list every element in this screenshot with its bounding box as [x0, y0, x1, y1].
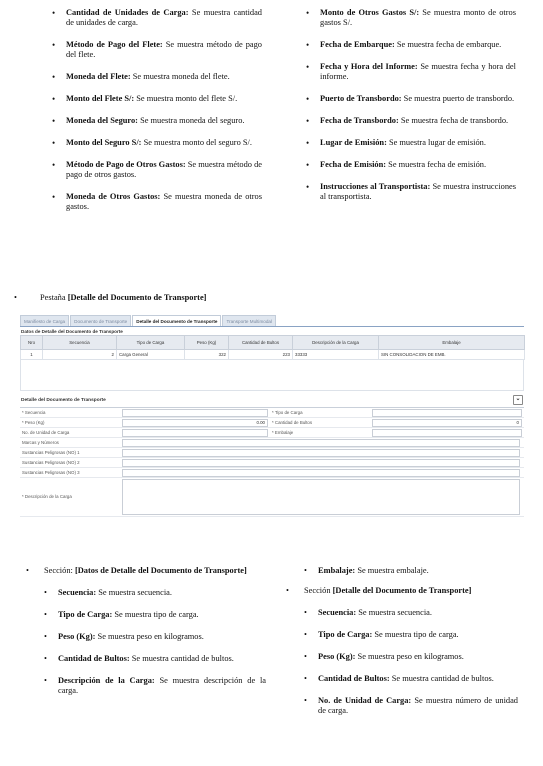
- tab-manifiesto[interactable]: Manifiesto de Carga: [20, 315, 69, 326]
- field-label: * Embalaje: [272, 430, 294, 435]
- marcas-input[interactable]: [122, 439, 520, 447]
- list-item: • Fecha de Embarque: Se muestra fecha de embarque.: [306, 40, 516, 50]
- field-label: Marcas y Números: [22, 440, 59, 445]
- form-row: [20, 478, 524, 517]
- table-row[interactable]: [21, 350, 525, 360]
- chevron-down-icon[interactable]: ⌄: [513, 395, 523, 405]
- secuencia-input[interactable]: [122, 409, 268, 417]
- detail-grid: [20, 335, 525, 360]
- cell: SIN CONSOLIDACION DE EMB.: [379, 350, 525, 360]
- list-item: • Peso (Kg): Se muestra peso en kilogramos.: [304, 652, 518, 662]
- embalaje-input[interactable]: [372, 429, 522, 437]
- form-row: [20, 458, 524, 468]
- form-row: [20, 408, 524, 418]
- sustancias-3-input[interactable]: [122, 469, 520, 477]
- list-item: • Embalaje: Se muestra embalaje.: [304, 566, 518, 576]
- tab-heading: • Pestaña [Detalle del Documento de Transporte]: [14, 293, 207, 302]
- detail-header: [20, 395, 524, 405]
- column-header[interactable]: Peso (Kg): [185, 336, 229, 350]
- list-item: • Peso (Kg): Se muestra peso en kilogramos.: [44, 632, 266, 642]
- form-row: [20, 468, 524, 478]
- cell: 1: [21, 350, 43, 360]
- column-header[interactable]: Descripción de la Carga: [293, 336, 379, 350]
- list-item: • Monto del Seguro S/: Se muestra monto del seguro S/.: [52, 138, 262, 148]
- list-item: • Secuencia: Se muestra secuencia.: [304, 608, 518, 618]
- field-label: * Secuencia: [22, 410, 46, 415]
- list-item: • Secuencia: Se muestra secuencia.: [44, 588, 266, 598]
- section-item: • Sección [Detalle del Documento de Transporte]: [286, 586, 518, 596]
- cantidad-bultos-input[interactable]: 0: [372, 419, 522, 427]
- list-item: • Método de Pago de Otros Gastos: Se muestra método de pago de otros gastos.: [52, 160, 262, 180]
- list-item: • Fecha de Emisión: Se muestra fecha de emisión.: [306, 160, 516, 170]
- peso-input[interactable]: 0.00: [122, 419, 268, 427]
- list-item: • Moneda del Flete: Se muestra moneda del flete.: [52, 72, 262, 82]
- bullet-icon: •: [14, 293, 17, 302]
- nro-unidad-input[interactable]: [122, 429, 268, 437]
- tab-bar: [20, 315, 524, 327]
- list-item: • Cantidad de Bultos: Se muestra cantidad de bultos.: [304, 674, 518, 684]
- list-item: • Tipo de Carga: Se muestra tipo de carga.: [44, 610, 266, 620]
- cell: 223: [229, 350, 293, 360]
- tipo-carga-input[interactable]: [372, 409, 522, 417]
- detail-title: Detalle del Documento de Transporte: [21, 397, 106, 403]
- descripcion-textarea[interactable]: [122, 479, 520, 515]
- cell: 33333: [293, 350, 379, 360]
- tab-documento[interactable]: Documento de Transporte: [70, 315, 131, 326]
- list-item: • Monto de Otros Gastos S/: Se muestra monto de otros gastos S/.: [306, 8, 516, 28]
- list-item: • Instrucciones al Transportista: Se muestra instrucciones al transportista.: [306, 182, 516, 202]
- lower-left-list: [26, 566, 266, 696]
- cell: 322: [185, 350, 229, 360]
- cell: Carga General: [117, 350, 185, 360]
- field-label: * Peso (Kg): [22, 420, 45, 425]
- lower-right-list: [286, 566, 518, 716]
- tab-multimodal[interactable]: Transporte Multimodal: [222, 315, 276, 326]
- detail-form: [20, 407, 524, 517]
- field-label: * Tipo de Carga: [272, 410, 303, 415]
- list-item: • No. de Unidad de Carga: Se muestra número de unidad de carga.: [304, 696, 518, 716]
- list-item: • Método de Pago del Flete: Se muestra método de pago del flete.: [52, 40, 262, 60]
- column-header[interactable]: Nro: [21, 336, 43, 350]
- list-item: • Fecha y Hora del Informe: Se muestra fecha y hora del informe.: [306, 62, 516, 82]
- left-top-list: [52, 8, 262, 224]
- list-item: • Monto del Flete S/: Se muestra monto del flete S/.: [52, 94, 262, 104]
- form-row: [20, 428, 524, 438]
- field-label: Sustancias Peligrosas (NO) 2: [22, 460, 80, 465]
- column-header[interactable]: Tipo de Carga: [117, 336, 185, 350]
- list-item: • Descripción de la Carga: Se muestra descripción de la carga.: [44, 676, 266, 696]
- section-item: • Sección: [Datos de Detalle del Documento de Transporte]: [26, 566, 266, 576]
- field-label: No. de Unidad de Carga: [22, 430, 70, 435]
- form-row: [20, 448, 524, 458]
- list-item: • Tipo de Carga: Se muestra tipo de carga.: [304, 630, 518, 640]
- form-row: [20, 438, 524, 448]
- column-header[interactable]: Cantidad de Bultos: [229, 336, 293, 350]
- sustancias-2-input[interactable]: [122, 459, 520, 467]
- grid-header: [21, 336, 525, 350]
- list-item: • Cantidad de Unidades de Carga: Se muestra cantidad de unidades de carga.: [52, 8, 262, 28]
- field-label: * Cantidad de Bultos: [272, 420, 313, 425]
- column-header[interactable]: Embalaje: [379, 336, 525, 350]
- list-item: • Cantidad de Bultos: Se muestra cantidad de bultos.: [44, 654, 266, 664]
- transport-detail-panel: [20, 315, 524, 555]
- field-label: Sustancias Peligrosas (NO) 1: [22, 450, 80, 455]
- cell: 2: [43, 350, 117, 360]
- right-top-list: [306, 8, 516, 214]
- column-header[interactable]: Secuencia: [43, 336, 117, 350]
- list-item: • Moneda de Otros Gastos: Se muestra moneda de otros gastos.: [52, 192, 262, 212]
- form-row: [20, 418, 524, 428]
- list-item: • Moneda del Seguro: Se muestra moneda del seguro.: [52, 116, 262, 126]
- field-label: * Descripción de la Carga: [22, 494, 72, 499]
- grid-title: Datos de Detalle del Documento de Transporte: [21, 329, 123, 334]
- list-item: • Fecha de Transbordo: Se muestra fecha de transbordo.: [306, 116, 516, 126]
- grid-empty-area: [20, 360, 524, 391]
- sustancias-1-input[interactable]: [122, 449, 520, 457]
- list-item: • Lugar de Emisión: Se muestra lugar de emisión.: [306, 138, 516, 148]
- list-item: • Puerto de Transbordo: Se muestra puerto de transbordo.: [306, 94, 516, 104]
- field-label: Sustancias Peligrosas (NO) 3: [22, 470, 80, 475]
- tab-detalle[interactable]: Detalle del Documento de Transporte: [132, 315, 221, 326]
